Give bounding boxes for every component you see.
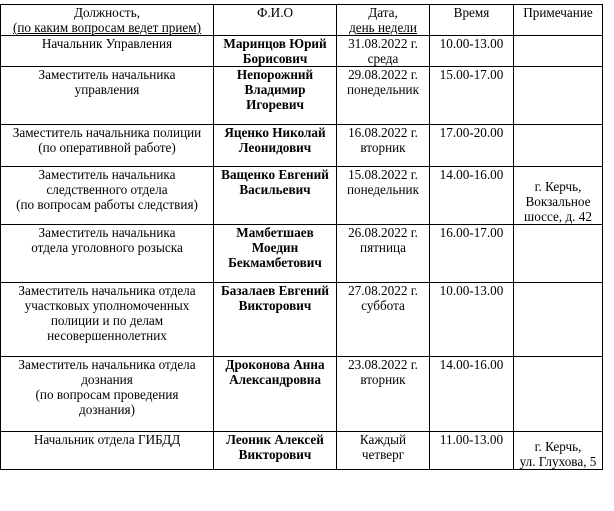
header-row bbox=[1, 5, 603, 36]
cell-position bbox=[1, 283, 214, 357]
cell-time-value: 14.00-16.00 bbox=[439, 357, 504, 372]
cell-time bbox=[430, 67, 514, 125]
cell-time-value: 16.00-17.00 bbox=[439, 225, 504, 240]
cell-note bbox=[514, 283, 603, 357]
cell-date bbox=[337, 167, 430, 225]
table-row bbox=[1, 225, 603, 283]
cell-time bbox=[430, 357, 514, 432]
cell-time bbox=[430, 167, 514, 225]
cell-note bbox=[514, 357, 603, 432]
table-row bbox=[1, 357, 603, 432]
cell-position-line: Заместитель начальника bbox=[38, 225, 176, 240]
cell-position-line: (по оперативной работе) bbox=[38, 140, 176, 155]
cell-position-line: (по вопросам проведения bbox=[35, 387, 179, 402]
header-fio-label: Ф.И.О bbox=[256, 5, 294, 20]
cell-date-line: вторник bbox=[360, 372, 406, 387]
cell-position bbox=[1, 357, 214, 432]
cell-note bbox=[514, 225, 603, 283]
cell-position-line: Заместитель начальника bbox=[38, 67, 176, 82]
cell-fio-line: Непорожний bbox=[236, 67, 314, 82]
cell-fio-line: Игоревич bbox=[246, 97, 304, 112]
table-row bbox=[1, 36, 603, 67]
cell-date bbox=[337, 125, 430, 167]
cell-note-line: шоссе, д. 42 bbox=[524, 209, 592, 224]
cell-position-line: Заместитель начальника полиции bbox=[12, 125, 202, 140]
cell-date-line: понедельник bbox=[346, 82, 420, 97]
cell-date bbox=[337, 67, 430, 125]
cell-date-line: суббота bbox=[361, 298, 405, 313]
cell-fio bbox=[214, 167, 337, 225]
cell-fio-line: Борисович bbox=[242, 51, 308, 66]
cell-date-line: 26.08.2022 г. bbox=[348, 225, 418, 240]
cell-fio-line: Васильевич bbox=[239, 182, 311, 197]
cell-date bbox=[337, 432, 430, 470]
cell-date-line: среда bbox=[367, 51, 399, 66]
cell-position-line: несовершеннолетних bbox=[47, 328, 167, 343]
cell-date-line: 29.08.2022 г. bbox=[348, 67, 418, 82]
cell-position bbox=[1, 167, 214, 225]
cell-date bbox=[337, 283, 430, 357]
cell-date-line: четверг bbox=[361, 447, 405, 462]
cell-fio-line: Базалаев Евгений bbox=[221, 283, 329, 298]
cell-time-value: 10.00-13.00 bbox=[439, 283, 504, 298]
reception-schedule-table bbox=[0, 4, 603, 470]
cell-date-line: 16.08.2022 г. bbox=[348, 125, 418, 140]
cell-date-line: 15.08.2022 г. bbox=[348, 167, 418, 182]
cell-position-line: отдела уголовного розыска bbox=[31, 240, 183, 255]
cell-time bbox=[430, 432, 514, 470]
cell-note bbox=[514, 36, 603, 67]
cell-time bbox=[430, 125, 514, 167]
cell-position-line: управления bbox=[74, 82, 140, 97]
cell-fio bbox=[214, 225, 337, 283]
cell-fio bbox=[214, 432, 337, 470]
cell-fio bbox=[214, 67, 337, 125]
cell-fio-line: Бекмамбетович bbox=[228, 255, 322, 270]
cell-position-line: дознания bbox=[81, 372, 133, 387]
header-time bbox=[430, 5, 514, 36]
cell-position bbox=[1, 432, 214, 470]
cell-date bbox=[337, 357, 430, 432]
cell-time-value: 14.00-16.00 bbox=[439, 167, 504, 182]
cell-time-value: 15.00-17.00 bbox=[439, 67, 504, 82]
cell-fio-line: Мамбетшаев bbox=[236, 225, 314, 240]
cell-fio-line: Викторович bbox=[238, 298, 312, 313]
header-date-line: день недели bbox=[349, 20, 417, 35]
cell-date bbox=[337, 225, 430, 283]
cell-note bbox=[514, 167, 603, 225]
cell-fio bbox=[214, 357, 337, 432]
cell-position-line: (по вопросам работы следствия) bbox=[16, 197, 198, 212]
header-time-label: Время bbox=[453, 5, 490, 20]
cell-time-value: 10.00-13.00 bbox=[439, 36, 504, 51]
cell-date-line: понедельник bbox=[346, 182, 420, 197]
cell-position-line: следственного отдела bbox=[46, 182, 168, 197]
header-position-line: Должность, bbox=[73, 5, 140, 20]
cell-time bbox=[430, 225, 514, 283]
cell-date bbox=[337, 36, 430, 67]
cell-position-line: участковых уполномоченных bbox=[24, 298, 190, 313]
table-row bbox=[1, 125, 603, 167]
cell-note bbox=[514, 67, 603, 125]
header-position bbox=[1, 5, 214, 36]
cell-date-line: Каждый bbox=[359, 432, 407, 447]
cell-position-line: Заместитель начальника отдела bbox=[18, 283, 196, 298]
cell-position bbox=[1, 67, 214, 125]
cell-position-line: полиции и по делам bbox=[50, 313, 164, 328]
header-note bbox=[514, 5, 603, 36]
cell-position-line: дознания) bbox=[79, 402, 135, 417]
header-date bbox=[337, 5, 430, 36]
table-row bbox=[1, 283, 603, 357]
cell-time-value: 17.00-20.00 bbox=[439, 125, 504, 140]
header-date-line: Дата, bbox=[368, 5, 398, 20]
cell-fio-line: Маринцов Юрий bbox=[223, 36, 327, 51]
cell-fio-line: Дроконова Анна bbox=[225, 357, 325, 372]
cell-date-line: вторник bbox=[360, 140, 406, 155]
cell-position-line: Начальник Управления bbox=[41, 36, 173, 51]
cell-fio-line: Леоник Алексей bbox=[226, 432, 324, 447]
cell-note-line: г. Керчь, bbox=[534, 179, 582, 194]
cell-date-line: 27.08.2022 г. bbox=[348, 283, 418, 298]
cell-fio-line: Леонидович bbox=[238, 140, 312, 155]
cell-position-line: Заместитель начальника отдела bbox=[18, 357, 196, 372]
cell-note-line: ул. Глухова, 5 bbox=[519, 454, 597, 469]
header-fio bbox=[214, 5, 337, 36]
cell-fio bbox=[214, 125, 337, 167]
cell-note-line: г. Керчь, bbox=[534, 439, 582, 454]
cell-date-line: 23.08.2022 г. bbox=[348, 357, 418, 372]
header-note-label: Примечание bbox=[523, 5, 593, 20]
cell-fio-line: Викторович bbox=[238, 447, 312, 462]
cell-position bbox=[1, 125, 214, 167]
table-row bbox=[1, 167, 603, 225]
cell-date-line: 31.08.2022 г. bbox=[348, 36, 418, 51]
cell-fio bbox=[214, 36, 337, 67]
cell-position-line: Начальник отдела ГИБДД bbox=[33, 432, 181, 447]
cell-fio-line: Александровна bbox=[229, 372, 321, 387]
table-row bbox=[1, 432, 603, 470]
cell-fio bbox=[214, 283, 337, 357]
cell-fio-line: Ващенко Евгений bbox=[221, 167, 329, 182]
schedule-body bbox=[1, 36, 603, 470]
table-row bbox=[1, 67, 603, 125]
cell-fio-line: Моедин bbox=[251, 240, 299, 255]
cell-position bbox=[1, 225, 214, 283]
cell-note bbox=[514, 432, 603, 470]
cell-fio-line: Владимир bbox=[244, 82, 306, 97]
cell-time-value: 11.00-13.00 bbox=[439, 432, 504, 447]
cell-note-line: Вокзальное bbox=[525, 194, 591, 209]
cell-position-line: Заместитель начальника bbox=[38, 167, 176, 182]
header-position-line: (по каким вопросам ведет прием) bbox=[12, 20, 202, 35]
cell-time bbox=[430, 36, 514, 67]
cell-position bbox=[1, 36, 214, 67]
cell-note bbox=[514, 125, 603, 167]
cell-fio-line: Яценко Николай bbox=[224, 125, 326, 140]
cell-time bbox=[430, 283, 514, 357]
cell-date-line: пятница bbox=[360, 240, 406, 255]
